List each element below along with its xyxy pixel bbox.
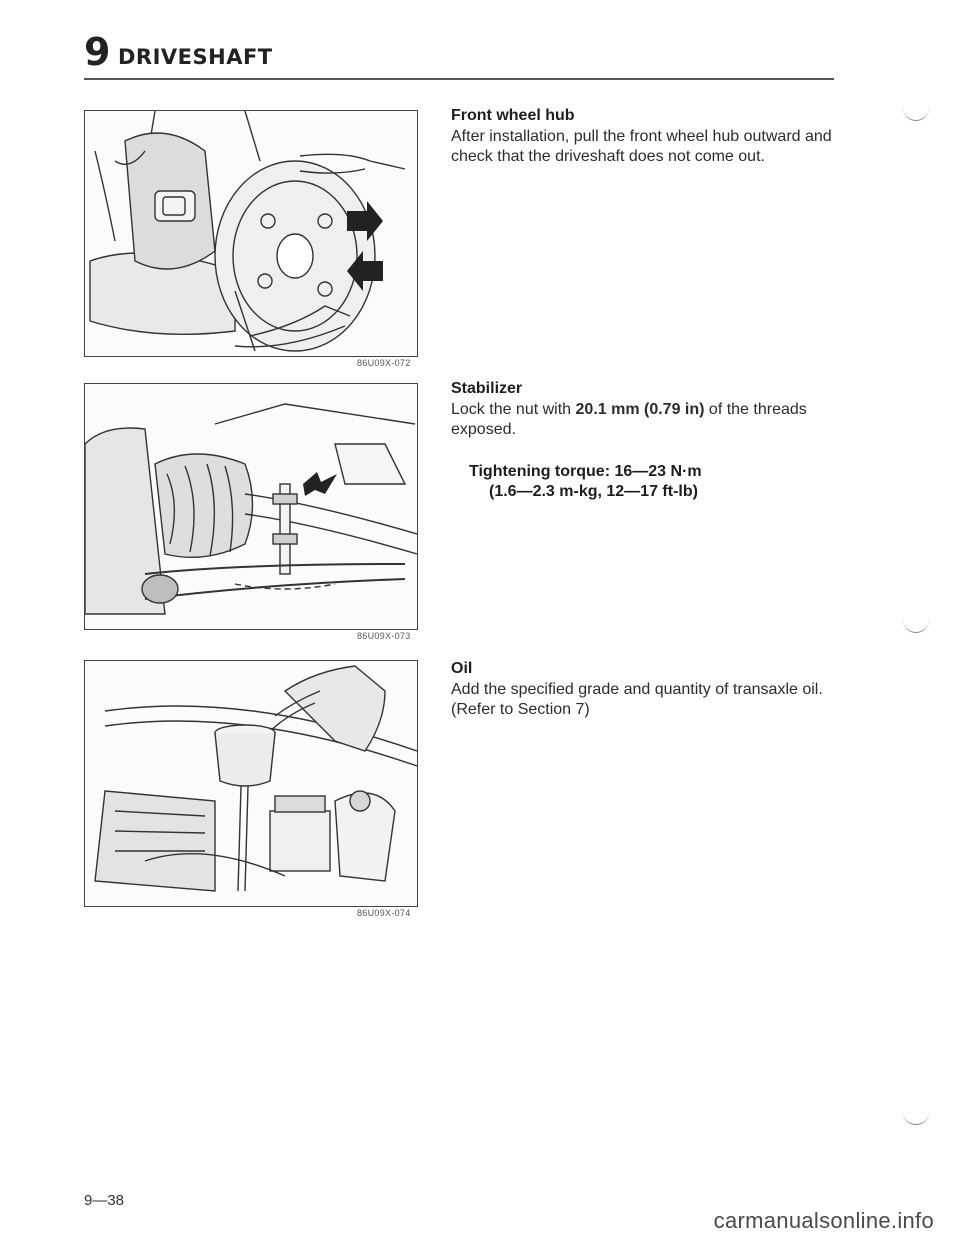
figure-code-3: 86U09X-074 (357, 908, 411, 918)
stabilizer-body-suffix: of the threads exposed. (451, 401, 807, 438)
front-wheel-hub-drawing (85, 111, 417, 356)
figure-code-1: 86U09X-072 (357, 358, 411, 368)
stabilizer-body-prefix: Lock the nut with (451, 401, 576, 418)
watermark: carmanualsonline.info (713, 1208, 934, 1233)
front-wheel-hub-section (451, 107, 851, 167)
page-header (84, 30, 834, 78)
oil-title: Oil (451, 660, 473, 677)
thread-length-value: 20.1 mm (0.79 in) (575, 401, 705, 418)
margin-mark-1 (903, 108, 929, 121)
header-rule (84, 78, 834, 80)
oil-body-line-1: Add the specified grade and quantity of transaxle oil. (451, 681, 823, 698)
figure-code-2: 86U09X-073 (357, 631, 411, 641)
oil-figure (84, 660, 418, 907)
torque-line-2: (1.6—2.3 m-kg, 12—17 ft-lb) (489, 483, 698, 500)
front-wheel-hub-title: Front wheel hub (451, 107, 575, 124)
stabilizer-drawing (85, 384, 417, 629)
margin-mark-2 (903, 620, 929, 633)
chapter-title: DRIVESHAFT (118, 45, 273, 69)
oil-section (451, 660, 851, 720)
stabilizer-body (451, 400, 851, 440)
chapter-number: 9 (84, 30, 111, 74)
stabilizer-title: Stabilizer (451, 380, 523, 397)
stabilizer-section (451, 380, 851, 502)
front-wheel-hub-body: After installation, pull the front wheel hub outward and check that the driveshaft does not come out. (451, 128, 832, 165)
page-number: 9—38 (84, 1192, 125, 1209)
oil-filling-drawing (85, 661, 417, 906)
margin-mark-3 (903, 1112, 929, 1125)
front-wheel-hub-figure (84, 110, 418, 357)
torque-line-1: Tightening torque: 16—23 N·m (469, 463, 702, 480)
stabilizer-figure (84, 383, 418, 630)
oil-body-line-2: (Refer to Section 7) (451, 701, 590, 718)
